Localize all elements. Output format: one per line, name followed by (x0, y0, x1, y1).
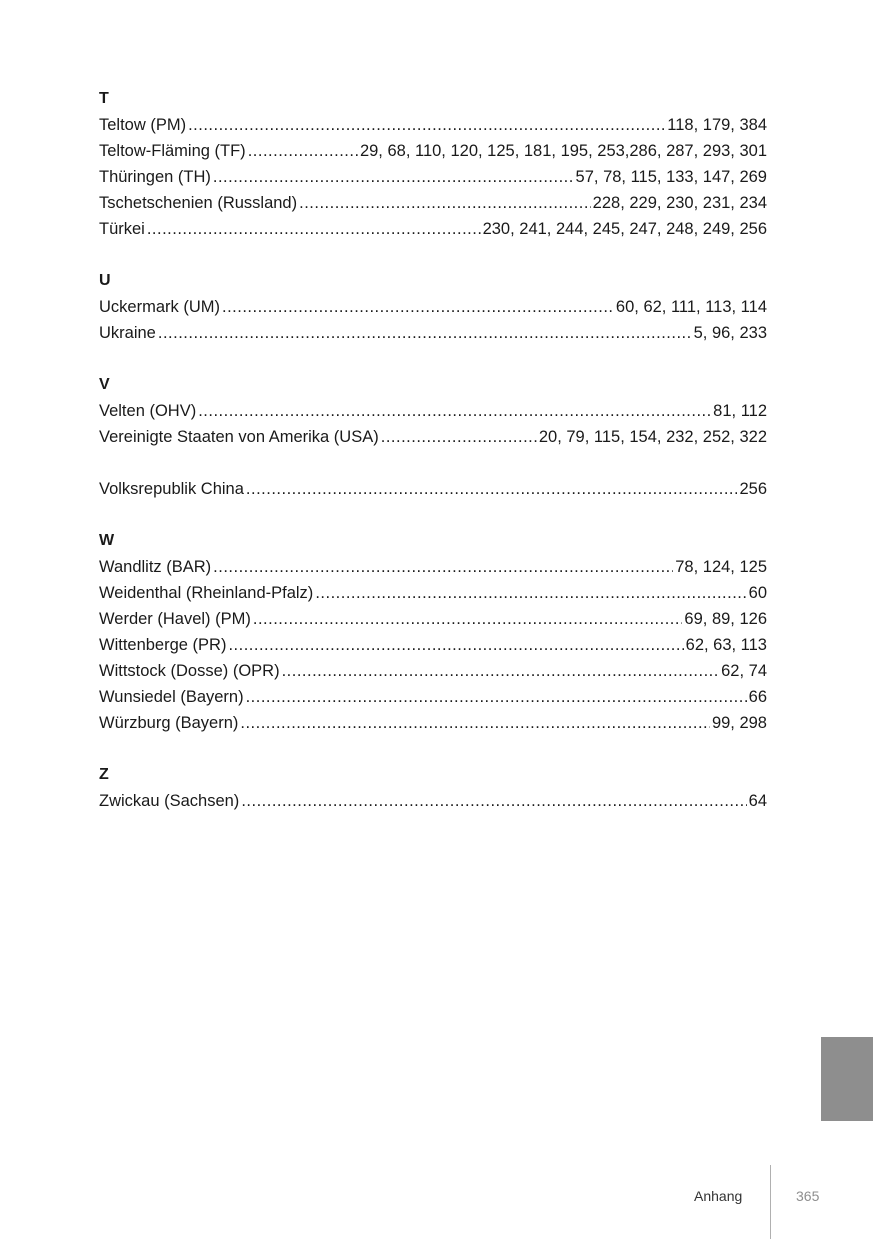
entry-term: Volksrepublik China (99, 480, 244, 498)
entry-term: Ukraine (99, 324, 156, 342)
index-entry (99, 632, 767, 658)
entry-term: Wittstock (Dosse) (OPR) (99, 662, 280, 680)
entry-pages: 118, 179, 384 (667, 116, 767, 134)
section-spacer (99, 242, 767, 268)
entry-term: Velten (OHV) (99, 402, 197, 420)
dot-leader (222, 294, 614, 320)
dot-leader (198, 398, 711, 424)
entry-term: Wunsiedel (Bayern) (99, 688, 244, 706)
section-letter: W (99, 532, 115, 549)
index-entry (99, 164, 767, 190)
dot-leader (381, 424, 537, 450)
entry-pages: 64 (748, 792, 767, 810)
section-letter: V (99, 376, 110, 393)
dot-leader (213, 554, 673, 580)
index-entry (99, 320, 767, 346)
entry-term: Uckermark (UM) (99, 298, 220, 316)
dot-leader (240, 710, 710, 736)
index-entry (99, 554, 767, 580)
section-spacer (99, 736, 767, 762)
footer-divider (770, 1165, 771, 1239)
entry-term: Wittenberge (PR) (99, 636, 227, 654)
entry-pages: 230, 241, 244, 245, 247, 248, 249, 256 (482, 220, 767, 238)
entry-term: Teltow (PM) (99, 116, 187, 134)
index-entry (99, 398, 767, 424)
entry-pages: 78, 124, 125 (675, 558, 767, 576)
entry-pages: 69, 89, 126 (684, 610, 767, 628)
dot-leader (158, 320, 692, 346)
index-section-v (99, 372, 767, 502)
index-entry (99, 476, 767, 502)
entry-term: Vereinigte Staaten von Amerika (USA) (99, 428, 379, 446)
entry-term: Thüringen (TH) (99, 168, 211, 186)
dot-leader (246, 684, 747, 710)
index-section-t (99, 86, 767, 242)
entry-pages: 20, 79, 115, 154, 232, 252, 322 (538, 428, 767, 446)
index-section-u (99, 268, 767, 346)
entry-term: Weidenthal (Rheinland-Pfalz) (99, 584, 314, 602)
entry-pages: 66 (748, 688, 767, 706)
entry-pages: 99, 298 (711, 714, 767, 732)
dot-leader (246, 476, 738, 502)
index-entry (99, 606, 767, 632)
entry-pages: 256 (739, 480, 767, 498)
entry-spacer (99, 450, 767, 476)
index-entry (99, 658, 767, 684)
dot-leader (228, 632, 683, 658)
dot-leader (188, 112, 665, 138)
entry-term: Wandlitz (BAR) (99, 558, 212, 576)
entry-pages: 60, 62, 111, 113, 114 (615, 298, 767, 316)
footer-section-label: Anhang (694, 1188, 743, 1204)
entry-term: Zwickau (Sachsen) (99, 792, 240, 810)
entry-pages: 228, 229, 230, 231, 234 (592, 194, 767, 212)
index-entry (99, 216, 767, 242)
index-section-w (99, 528, 767, 736)
entry-pages: 57, 78, 115, 133, 147, 269 (575, 168, 767, 186)
index-entry (99, 424, 767, 450)
dot-leader (147, 216, 481, 242)
index-section-z (99, 762, 767, 814)
dot-leader (253, 606, 683, 632)
section-letter: T (99, 90, 109, 107)
entry-term: Würzburg (Bayern) (99, 714, 239, 732)
entry-pages: 62, 63, 113 (685, 636, 767, 654)
index-entry (99, 294, 767, 320)
dot-leader (213, 164, 574, 190)
index-list (99, 86, 767, 814)
entry-term: Teltow-Fläming (TF) (99, 142, 246, 160)
index-entry (99, 684, 767, 710)
entry-pages: 62, 74 (721, 662, 767, 680)
dot-leader (282, 658, 720, 684)
dot-leader (241, 788, 746, 814)
section-spacer (99, 502, 767, 528)
index-entry (99, 710, 767, 736)
section-letter: U (99, 272, 111, 289)
entry-pages: 60 (748, 584, 767, 602)
index-entry (99, 112, 767, 138)
entry-term: Türkei (99, 220, 145, 238)
entry-term: Werder (Havel) (PM) (99, 610, 251, 628)
section-spacer (99, 346, 767, 372)
entry-pages: 5, 96, 233 (693, 324, 767, 342)
thumb-index-tab (821, 1037, 873, 1121)
entry-term: Tschetschenien (Russland) (99, 194, 298, 212)
entry-pages: 29, 68, 110, 120, 125, 181, 195, 253,286, 287, 293, 301 (359, 142, 767, 160)
index-entry (99, 788, 767, 814)
page-number: 365 (796, 1188, 820, 1204)
dot-leader (315, 580, 746, 606)
section-letter: Z (99, 766, 109, 783)
dot-leader (248, 138, 358, 164)
dot-leader (299, 190, 591, 216)
index-entry (99, 190, 767, 216)
index-entry (99, 138, 767, 164)
index-entry (99, 580, 767, 606)
entry-pages: 81, 112 (713, 402, 767, 420)
